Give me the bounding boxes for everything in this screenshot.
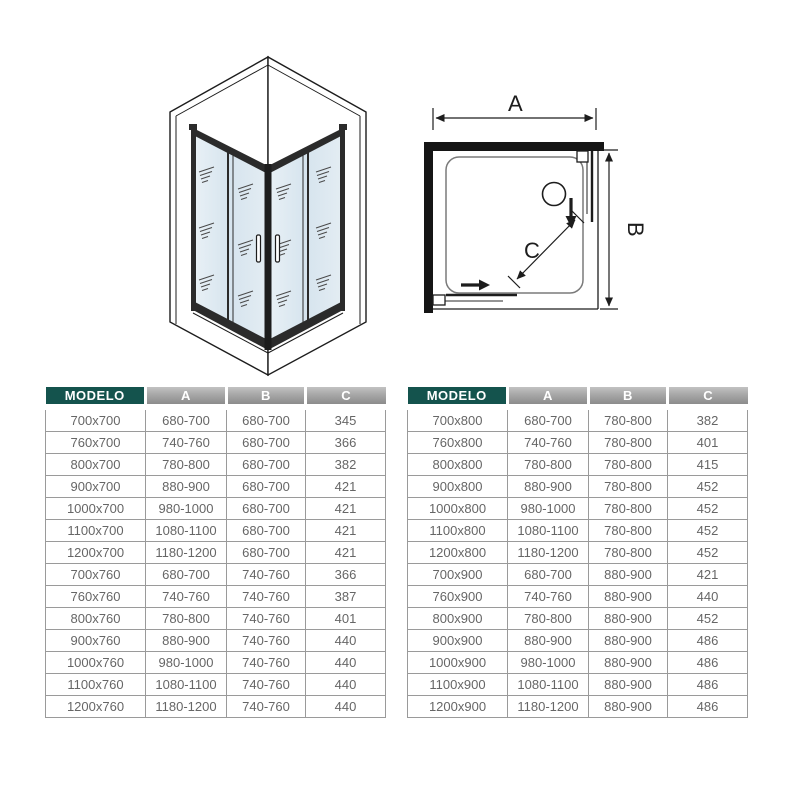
table-row	[408, 696, 748, 718]
table-cell: 800x700	[46, 454, 146, 476]
table-cell: 760x900	[408, 586, 508, 608]
table-cell: 387	[306, 586, 386, 608]
table-cell: 740-760	[227, 630, 306, 652]
table-cell: 440	[306, 630, 386, 652]
plan-view-diagram	[415, 85, 680, 335]
shower-tray-outline	[446, 157, 583, 293]
table-cell: 780-800	[589, 432, 668, 454]
table-cell: 900x760	[46, 630, 146, 652]
table-cell: 740-760	[227, 586, 306, 608]
table-cell: 366	[306, 564, 386, 586]
table-row	[46, 476, 386, 498]
dimension-b-arrow	[600, 150, 618, 309]
table-cell: 760x800	[408, 432, 508, 454]
table-cell: 680-700	[227, 407, 306, 432]
table-cell: 486	[668, 696, 748, 718]
spec-table-left	[45, 387, 386, 718]
table-cell: 740-760	[227, 674, 306, 696]
table-cell: 421	[306, 542, 386, 564]
table-row	[408, 432, 748, 454]
table-cell: 880-900	[146, 630, 227, 652]
table-row	[408, 564, 748, 586]
table-row	[46, 564, 386, 586]
table-cell: 1000x800	[408, 498, 508, 520]
table-cell: 382	[306, 454, 386, 476]
table-cell: 700x800	[408, 407, 508, 432]
table-row	[408, 542, 748, 564]
table-row	[408, 520, 748, 542]
table-cell: 780-800	[508, 454, 589, 476]
table-row	[46, 608, 386, 630]
table-cell: 680-700	[227, 542, 306, 564]
table-cell: 980-1000	[146, 652, 227, 674]
table-cell: 780-800	[146, 608, 227, 630]
table-cell: 740-760	[146, 586, 227, 608]
table-row	[408, 586, 748, 608]
table-cell: 740-760	[508, 586, 589, 608]
col-header-c: C	[306, 387, 386, 407]
col-header-modelo: MODELO	[46, 387, 146, 407]
table-cell: 780-800	[589, 407, 668, 432]
table-cell: 1200x900	[408, 696, 508, 718]
table-cell: 486	[668, 652, 748, 674]
table-cell: 700x760	[46, 564, 146, 586]
table-cell: 740-760	[227, 608, 306, 630]
table-cell: 421	[306, 476, 386, 498]
spec-table-right	[407, 387, 748, 718]
table-row	[408, 652, 748, 674]
table-cell: 421	[306, 498, 386, 520]
table-row	[408, 674, 748, 696]
table-cell: 440	[306, 652, 386, 674]
table-row	[408, 630, 748, 652]
table-cell: 415	[668, 454, 748, 476]
table-cell: 1200x760	[46, 696, 146, 718]
table-cell: 800x760	[46, 608, 146, 630]
table-cell: 680-700	[227, 520, 306, 542]
table-cell: 680-700	[146, 564, 227, 586]
plan-wall-top	[424, 142, 604, 151]
dimension-a-label: A	[508, 91, 523, 116]
table-cell: 680-700	[146, 407, 227, 432]
table-cell: 366	[306, 432, 386, 454]
table-cell: 421	[668, 564, 748, 586]
table-cell: 880-900	[589, 586, 668, 608]
table-row	[408, 407, 748, 432]
table-cell: 1080-1100	[146, 520, 227, 542]
table-cell: 452	[668, 608, 748, 630]
table-cell: 780-800	[589, 498, 668, 520]
table-row	[46, 696, 386, 718]
table-cell: 1180-1200	[508, 542, 589, 564]
table-cell: 880-900	[508, 630, 589, 652]
table-cell: 345	[306, 407, 386, 432]
table-row	[408, 498, 748, 520]
table-cell: 980-1000	[508, 498, 589, 520]
table-cell: 486	[668, 630, 748, 652]
col-header-b: B	[589, 387, 668, 407]
col-header-a: A	[146, 387, 227, 407]
col-header-modelo: MODELO	[408, 387, 508, 407]
table-cell: 760x760	[46, 586, 146, 608]
slide-right-arrow	[461, 280, 490, 291]
table-cell: 780-800	[589, 476, 668, 498]
table-cell: 1080-1100	[508, 520, 589, 542]
dimension-c-arrow	[508, 211, 584, 288]
table-cell: 880-900	[589, 564, 668, 586]
table-cell: 440	[668, 586, 748, 608]
table-cell: 452	[668, 542, 748, 564]
table-cell: 880-900	[146, 476, 227, 498]
table-cell: 780-800	[146, 454, 227, 476]
table-cell: 452	[668, 476, 748, 498]
table-cell: 452	[668, 498, 748, 520]
col-header-c: C	[668, 387, 748, 407]
shower-3d-diagram	[150, 40, 390, 380]
table-cell: 1100x760	[46, 674, 146, 696]
table-cell: 880-900	[589, 608, 668, 630]
table-cell: 880-900	[589, 674, 668, 696]
table-cell: 401	[668, 432, 748, 454]
table-row	[46, 432, 386, 454]
table-row	[46, 674, 386, 696]
table-cell: 680-700	[508, 407, 589, 432]
table-cell: 880-900	[589, 630, 668, 652]
table-row	[46, 454, 386, 476]
table-cell: 900x800	[408, 476, 508, 498]
table-cell: 680-700	[227, 432, 306, 454]
table-cell: 900x700	[46, 476, 146, 498]
table-cell: 401	[306, 608, 386, 630]
table-row	[46, 542, 386, 564]
table-row	[46, 407, 386, 432]
table-cell: 1080-1100	[146, 674, 227, 696]
table-cell: 452	[668, 520, 748, 542]
table-cell: 1180-1200	[146, 696, 227, 718]
slide-down-arrow	[566, 198, 577, 227]
table-cell: 800x900	[408, 608, 508, 630]
dimension-c-label: C	[524, 238, 540, 263]
table-cell: 440	[306, 696, 386, 718]
table-row	[408, 476, 748, 498]
table-cell: 1000x900	[408, 652, 508, 674]
table-row	[46, 630, 386, 652]
dimension-b-label: B	[623, 222, 648, 237]
table-cell: 740-760	[227, 564, 306, 586]
table-cell: 680-700	[227, 476, 306, 498]
table-cell: 880-900	[589, 652, 668, 674]
table-row	[46, 586, 386, 608]
spec-tables	[45, 387, 748, 718]
table-cell: 1000x760	[46, 652, 146, 674]
plan-door-bottom	[433, 295, 517, 305]
table-cell: 680-700	[227, 454, 306, 476]
table-row	[46, 498, 386, 520]
table-cell: 780-800	[508, 608, 589, 630]
table-cell: 880-900	[508, 476, 589, 498]
table-row	[408, 454, 748, 476]
table-cell: 1200x800	[408, 542, 508, 564]
table-cell: 740-760	[508, 432, 589, 454]
table-cell: 1100x800	[408, 520, 508, 542]
table-cell: 1200x700	[46, 542, 146, 564]
table-cell: 780-800	[589, 520, 668, 542]
table-cell: 1080-1100	[508, 674, 589, 696]
table-row	[46, 520, 386, 542]
table-cell: 1000x700	[46, 498, 146, 520]
table-cell: 760x700	[46, 432, 146, 454]
plan-door-right	[577, 151, 592, 222]
table-row	[46, 652, 386, 674]
table-cell: 880-900	[589, 696, 668, 718]
table-cell: 440	[306, 674, 386, 696]
table-cell: 421	[306, 520, 386, 542]
table-cell: 780-800	[589, 454, 668, 476]
table-cell: 1100x700	[46, 520, 146, 542]
table-cell: 740-760	[227, 696, 306, 718]
table-cell: 780-800	[589, 542, 668, 564]
table-cell: 980-1000	[508, 652, 589, 674]
table-cell: 700x700	[46, 407, 146, 432]
table-cell: 680-700	[227, 498, 306, 520]
table-cell: 486	[668, 674, 748, 696]
plan-enclosure-outline	[433, 151, 598, 309]
table-cell: 1180-1200	[146, 542, 227, 564]
table-cell: 980-1000	[146, 498, 227, 520]
col-header-a: A	[508, 387, 589, 407]
table-cell: 900x900	[408, 630, 508, 652]
table-cell: 680-700	[508, 564, 589, 586]
table-cell: 1180-1200	[508, 696, 589, 718]
table-cell: 740-760	[146, 432, 227, 454]
table-cell: 740-760	[227, 652, 306, 674]
table-row	[408, 608, 748, 630]
shower-head-circle	[543, 183, 566, 206]
table-cell: 700x900	[408, 564, 508, 586]
table-cell: 382	[668, 407, 748, 432]
col-header-b: B	[227, 387, 306, 407]
table-cell: 1100x900	[408, 674, 508, 696]
table-cell: 800x800	[408, 454, 508, 476]
plan-wall-left	[424, 142, 433, 313]
